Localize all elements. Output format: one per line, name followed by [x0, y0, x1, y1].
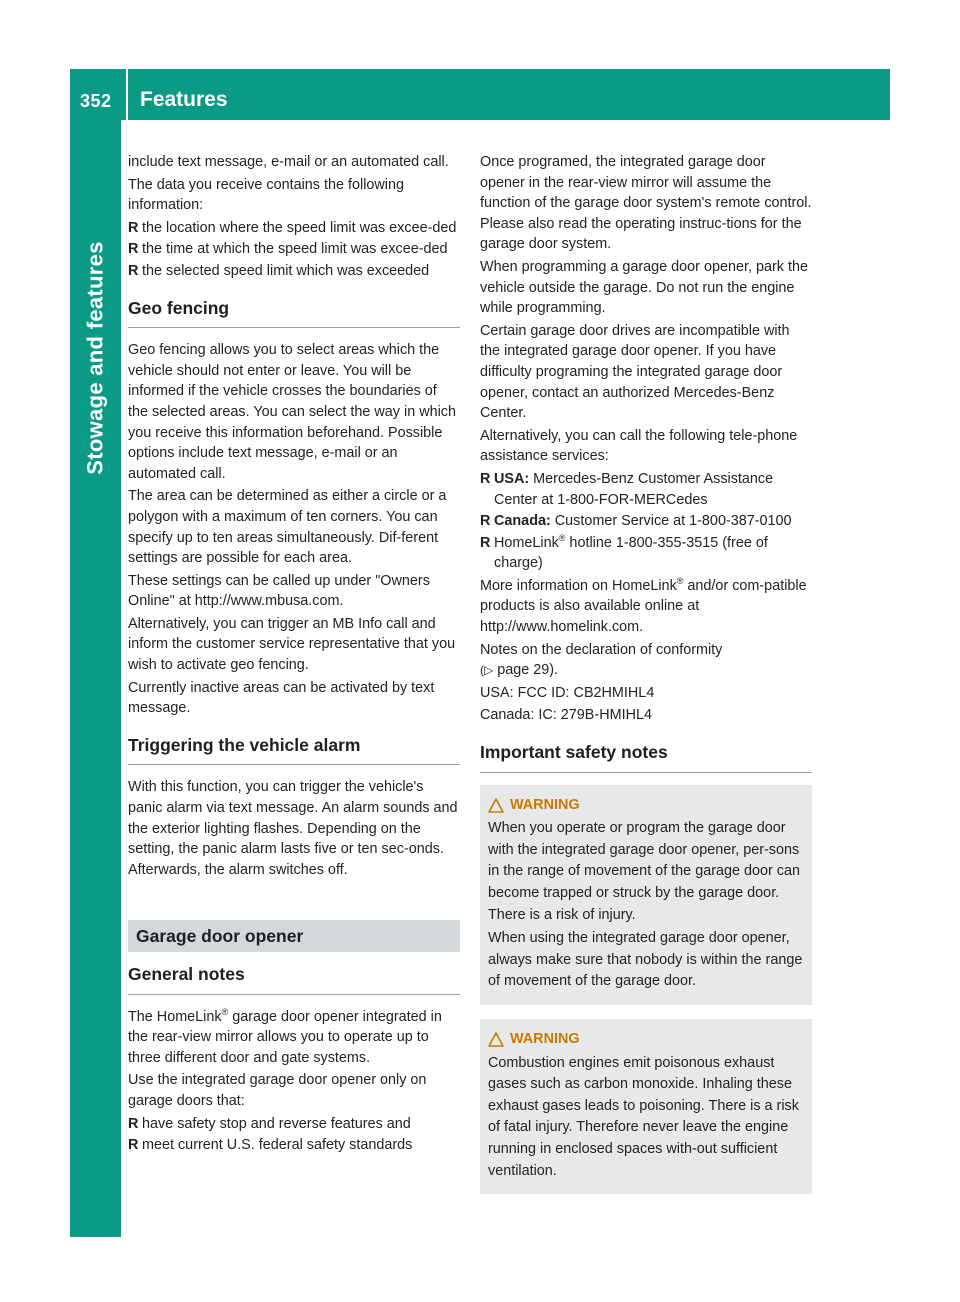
page-reference[interactable]: page 29). — [493, 662, 559, 679]
list-item: R the selected speed limit which was exceeded — [128, 261, 460, 282]
list-item: R have safety stop and reverse features and — [128, 1114, 460, 1135]
page-reference-arrow: (▷ — [480, 663, 494, 678]
warning-box — [480, 785, 812, 1005]
warning-header — [488, 1029, 804, 1051]
paragraph: Alternatively, you can trigger an MB Info call and inform the customer service representative that you wish to activate geo fencing. — [128, 615, 456, 674]
paragraph: Canada: IC: 279B-HMIHL4 — [480, 707, 652, 724]
left-column — [128, 152, 460, 1158]
warning-triangle-icon — [488, 798, 504, 813]
side-tab-label: Stowage and features — [82, 240, 108, 475]
bullet-marker: R — [128, 1137, 139, 1154]
warning-text: When you operate or program the garage door with the integrated garage door opener, per-sons in the range of movement of the garage door can become trapped or struck by the garage door. There is a risk of injury. — [488, 820, 800, 923]
header-divider — [126, 69, 128, 120]
paragraph: The data you receive contains the following information: — [128, 176, 404, 214]
warning-box — [480, 1019, 812, 1194]
warning-label: WARNING — [510, 796, 580, 813]
bullet-marker: R — [480, 534, 491, 551]
bullet-list — [128, 1114, 460, 1156]
paragraph: Geo fencing allows you to select areas which the vehicle should not enter or leave. You will be informed if the vehicle crosses the boundaries of the selected areas. You can select the way in which you receive this information beforehand. Possible options include text message, e-mail or an automated call. — [128, 342, 456, 482]
heading-safety-notes: Important safety notes — [480, 742, 812, 773]
paragraph: Alternatively, you can call the following tele-phone assistance services: — [480, 427, 798, 465]
bullet-list — [480, 469, 812, 574]
chapter-title: Features — [140, 88, 228, 111]
bullet-marker: R — [128, 1115, 139, 1132]
warning-header — [488, 795, 804, 817]
paragraph: Currently inactive areas can be activated by text message. — [128, 679, 435, 717]
list-item: R meet current U.S. federal safety standards — [128, 1135, 460, 1156]
bullet-list — [128, 218, 460, 282]
list-item: R Canada: Customer Service at 1-800-387-0100 — [480, 511, 812, 532]
heading-general-notes: General notes — [128, 964, 460, 995]
paragraph: Once programed, the integrated garage door opener in the rear-view mirror will assume the function of the garage door system's remote control. Please also read the operating instruc-tions for the garage door system. — [480, 154, 812, 253]
bullet-marker: R — [128, 262, 139, 279]
paragraph: include text message, e-mail or an automated call. — [128, 154, 449, 170]
paragraph: More information on HomeLink® and/or com-patible products is also available online at http://www.homelink.com. — [480, 576, 807, 636]
warning-text: When using the integrated garage door opener, always make sure that nobody is within the range of movement of the garage door. — [488, 930, 803, 990]
warning-triangle-icon — [488, 1032, 504, 1047]
warning-text: Combustion engines emit poisonous exhaust gases such as carbon monoxide. Inhaling these exhaust gases leads to poisoning. There is a risk of fatal injury. Therefore never leave the engine running in enclosed spaces with-out sufficient ventilation. — [488, 1054, 799, 1179]
paragraph: With this function, you can trigger the vehicle's panic alarm via text message. An alarm sounds and the exterior lighting flashes. Depending on the setting, the panic alarm lasts five or ten sec-onds. Afterwards, the alarm switches off. — [128, 779, 458, 878]
paragraph: The area can be determined as either a circle or a polygon with a maximum of ten corners. You can specify up to ten areas simultaneously. Dif-ferent settings are possible for each area. — [128, 488, 447, 567]
list-item: R the location where the speed limit was excee-ded — [128, 218, 460, 239]
paragraph: These settings can be called up under "Owners Online" at http://www.mbusa.com. — [128, 572, 430, 610]
right-column — [480, 152, 812, 1194]
side-tab-label-wrap — [70, 120, 121, 595]
paragraph: When programming a garage door opener, park the vehicle outside the garage. Do not run the engine while programming. — [480, 258, 808, 317]
list-item: R USA: Mercedes-Benz Customer Assistance Center at 1-800-FOR-MERCedes — [480, 470, 774, 508]
bullet-marker: R — [480, 513, 491, 530]
paragraph: Certain garage door drives are incompatible with the integrated garage door opener. If you have difficulty programing the integrated garage door opener, contact an authorized Mercedes-Benz Center. — [480, 322, 790, 422]
bullet-marker: R — [128, 241, 139, 258]
section-garage-door-opener: Garage door opener — [128, 920, 460, 952]
bullet-marker: R — [128, 219, 139, 236]
bullet-marker: R — [480, 470, 491, 487]
heading-geo-fencing: Geo fencing — [128, 298, 460, 329]
paragraph: The HomeLink® garage door opener integrated in the rear-view mirror allows you to operate up to three different door and gate systems. — [128, 1006, 442, 1066]
heading-vehicle-alarm: Triggering the vehicle alarm — [128, 735, 460, 766]
list-item: R the time at which the speed limit was excee-ded — [128, 239, 460, 260]
paragraph: Use the integrated garage door opener only on garage doors that: — [128, 1072, 427, 1109]
page-number: 352 — [80, 91, 112, 111]
list-item: R HomeLink® hotline 1-800-355-3515 (free of charge) — [480, 532, 768, 572]
paragraph: Notes on the declaration of conformity (▷ page 29). — [480, 641, 723, 679]
warning-label: WARNING — [510, 1030, 580, 1047]
paragraph: USA: FCC ID: CB2HMIHL4 — [480, 684, 655, 701]
